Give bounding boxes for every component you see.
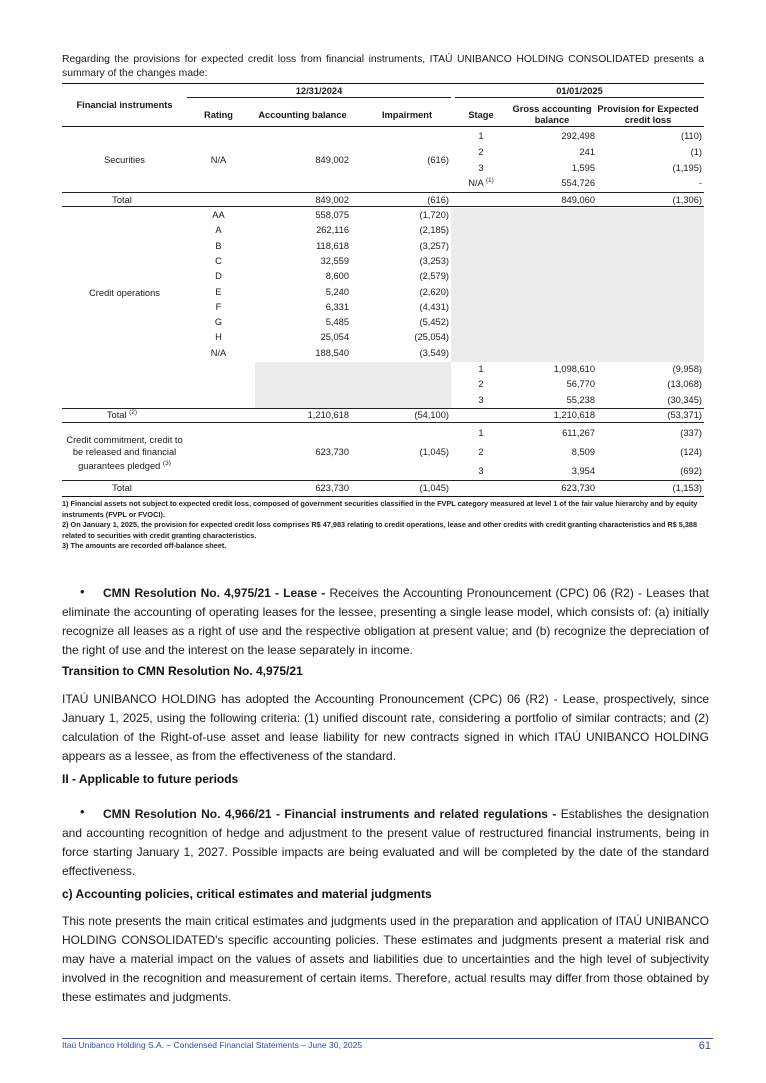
commitment-gross-2: 8,509 — [571, 447, 595, 457]
commitment-provision-3: (692) — [680, 466, 702, 476]
transition-paragraph: ITAÚ UNIBANCO HOLDING has adopted the Accounting Pronouncement (CPC) 06 (R2) - Lease, prospectively, since January 1, 2025, using the following criteria: (1) unified discount rate, considering a portfolio of similar contracts; and (2) calculation of the Right-of-use asset and lease liability for new contracts signed in which ITAÚ UNIBANCO HOLDING appears as a lessee, as from the effectiveness of the standard. — [62, 692, 709, 763]
credit-accounting-balance: 118,618 — [316, 240, 349, 251]
header-stage: Stage — [468, 110, 494, 120]
credit-rating: F — [215, 301, 222, 312]
securities-provision-1: (110) — [680, 131, 702, 141]
credit-accounting-balance: 188,540 — [315, 347, 349, 358]
header-accounting-balance: Accounting balance — [258, 110, 347, 120]
bullet-1-dot: • — [80, 584, 85, 599]
securities-total-accounting: 849,002 — [315, 195, 349, 205]
securities-total-label: Total — [112, 195, 132, 205]
credit-rating: AA — [212, 210, 225, 220]
securities-gross-2: 241 — [579, 147, 595, 157]
credit-provision: (13,068) — [667, 379, 702, 390]
credit-stage: 3 — [478, 394, 484, 405]
credit-accounting-balance: 8,600 — [325, 271, 349, 282]
policies-paragraph: This note presents the main critical estimates and judgments used in the preparation and application of ITAÚ UNIBANCO HOLDING CONSOLIDATED's specific accounting policies. These estimates and judgments present a material risk and may have a material impact on the values of assets and liabilities due to uncertainties and the high level of subjectivity involved in the recognition and measurement of certain items. Therefore, actual results may differ from those obtained by these estimates and judgments. — [62, 914, 709, 1004]
future-periods-heading: II - Applicable to future periods — [62, 772, 239, 786]
credit-accounting-balance: 25,054 — [320, 332, 349, 343]
securities-total-impairment: (616) — [427, 195, 449, 205]
credit-rating: C — [215, 255, 222, 266]
credit-impairment: (2,620) — [419, 286, 449, 297]
commitment-provision-1: (337) — [680, 428, 702, 438]
credit-accounting-balance: 5,240 — [325, 286, 349, 297]
credit-impairment: (4,431) — [419, 301, 449, 312]
credit-rating: E — [215, 286, 222, 297]
commitment-accounting-balance: 623,730 — [315, 447, 349, 457]
credit-gross: 1,098,610 — [553, 364, 595, 374]
credit-stage: 2 — [478, 379, 484, 390]
commitment-stage-3: 3 — [478, 466, 484, 476]
securities-stage-1: 1 — [478, 131, 484, 141]
credit-accounting-balance: 6,331 — [325, 301, 349, 312]
securities-total-provision: (1,306) — [672, 195, 702, 205]
credit-total-accounting: 1,210,618 — [307, 410, 349, 420]
credit-accounting-balance: 558,075 — [315, 210, 349, 220]
provision-changes-table — [62, 83, 704, 498]
credit-stage: 1 — [478, 364, 484, 374]
bullet-1-text: CMN Resolution No. 4,975/21 - Lease - Receives the Accounting Pronouncement (CPC) 06 (R2) - Leases that eliminate the accounting of operating leases for the lessee, presenting a single lease model, which consists of: (a) initially recognize all leases as a right of use and the respective obligation at present value; and (b) recognize the depreciation of the right of use and the interest on the lease separately in income. — [62, 586, 709, 657]
header-impairment: Impairment — [381, 110, 433, 120]
commitment-total-label: Total — [112, 483, 132, 493]
securities-accounting-balance: 849,002 — [315, 155, 349, 165]
credit-gross: 56,770 — [566, 379, 595, 390]
credit-provision: (9,958) — [672, 364, 702, 374]
shade-credit-ratings-gray — [255, 362, 451, 408]
commitment-gross-1: 611,267 — [562, 428, 595, 438]
securities-label: Securities — [104, 155, 145, 165]
transition-heading: Transition to CMN Resolution No. 4,975/21 — [62, 664, 303, 678]
securities-gross-3: 1,595 — [571, 163, 595, 173]
securities-total-gross: 849,060 — [561, 195, 595, 205]
credit-impairment: (1,720) — [419, 210, 449, 220]
securities-stage-2: 2 — [478, 147, 484, 157]
page-number: 61 — [698, 1040, 711, 1052]
credit-total-gross: 1,210,618 — [553, 410, 595, 420]
footer-document-title: Itaú Unibanco Holding S.A. – Condensed Financial Statements – June 30, 2025 — [62, 1040, 363, 1050]
securities-rating: N/A — [210, 155, 227, 165]
securities-gross-1: 292,498 — [561, 131, 595, 141]
securities-provision-na: - — [698, 178, 702, 188]
bullet-2-text: CMN Resolution No. 4,966/21 - Financial instruments and related regulations - Establishes the designation and accounting recognition of hedge and adjustment to the present value of restructured financial instruments, being in force starting January 1, 2027. Possible impacts are being evaluated and will be completed by the date of the standard effectiveness. — [62, 807, 709, 878]
credit-accounting-balance: 262,116 — [316, 225, 349, 236]
note-2: 2) On January 1, 2025, the provision for expected credit loss comprises R$ 47,983 relating to credit operations, lease and other credits with credit granting characteristics and R$ 5,388 related to securities with credit granting characteristics. — [62, 520, 698, 540]
credit-total-impairment: (54,100) — [414, 410, 449, 420]
credit-accounting-balance: 5,485 — [325, 317, 349, 328]
header-gross-accounting-balance: Gross accounting balance — [512, 104, 592, 125]
header-rating: Rating — [204, 110, 233, 120]
securities-stage-3: 3 — [478, 163, 484, 173]
securities-provision-3: (1,195) — [672, 163, 702, 173]
commitment-label: Credit commitment, credit to be released and financial guarantees pledged $^{(3)}$ — [66, 435, 183, 471]
note-3: 3) The amounts are recorded off-balance sheet. — [62, 541, 227, 550]
credit-impairment: (3,257) — [419, 240, 449, 251]
credit-rating: N/A — [210, 347, 227, 358]
credit-impairment: (3,253) — [419, 255, 449, 266]
header-date-left: 12/31/2024 — [295, 86, 343, 96]
credit-impairment: (5,452) — [419, 317, 449, 328]
commitment-total-gross: 623,730 — [561, 483, 595, 493]
footer-divider — [62, 1038, 713, 1039]
table-notes — [62, 499, 704, 552]
credit-rating: D — [215, 271, 222, 282]
policies-heading: c) Accounting policies, critical estimates and material judgments — [62, 887, 432, 901]
commitment-stage-1: 1 — [478, 428, 484, 438]
credit-accounting-balance: 32,559 — [320, 255, 349, 266]
bullet-2-dot: • — [80, 804, 85, 819]
commitment-total-provision: (1,153) — [672, 483, 702, 493]
credit-gross: 55,238 — [566, 394, 595, 405]
commitment-impairment: (1,045) — [419, 447, 449, 457]
credit-rating: H — [215, 332, 222, 343]
credit-total-label: Total $^{(2)}$ — [106, 409, 138, 420]
header-financial-instruments: Financial instruments — [76, 100, 173, 110]
credit-impairment: (2,185) — [419, 225, 449, 236]
credit-impairment: (2,579) — [419, 271, 449, 282]
credit-rating: G — [214, 317, 223, 328]
securities-stage-na: N/A $^{(1)}$ — [468, 177, 494, 188]
securities-gross-na: 554,726 — [561, 178, 595, 188]
credit-rating: B — [215, 240, 222, 251]
commitment-total-impairment: (1,045) — [419, 483, 449, 493]
credit-rating: A — [215, 225, 222, 236]
credit-total-provision: (53,371) — [667, 410, 702, 420]
note-1: 1) Financial assets not subject to expected credit loss, composed of government securities classified in the FVPL category measured at level 1 of the fair value hierarchy and by equity instruments (FVPL or FVOCI). — [62, 499, 698, 519]
header-date-right: 01/01/2025 — [556, 86, 603, 96]
securities-provision-2: (1) — [690, 147, 702, 157]
credit-impairment: (3,549) — [419, 347, 449, 358]
commitment-gross-3: 3,954 — [571, 466, 595, 476]
credit-label: Credit operations — [89, 288, 160, 298]
commitment-total-accounting: 623,730 — [315, 483, 349, 493]
securities-impairment: (616) — [427, 155, 449, 165]
header-provision: Provision for Expected credit loss — [597, 104, 699, 125]
commitment-provision-2: (124) — [680, 447, 702, 457]
credit-provision: (30,345) — [667, 394, 702, 405]
commitment-stage-2: 2 — [478, 447, 484, 457]
credit-impairment: (25,054) — [414, 332, 449, 343]
shade-credit-stages — [451, 208, 704, 362]
intro-paragraph: Regarding the provisions for expected credit loss from financial instruments, ITAÚ UNIBANCO HOLDING CONSOLIDATED presents a summary of the changes made: — [62, 54, 704, 79]
